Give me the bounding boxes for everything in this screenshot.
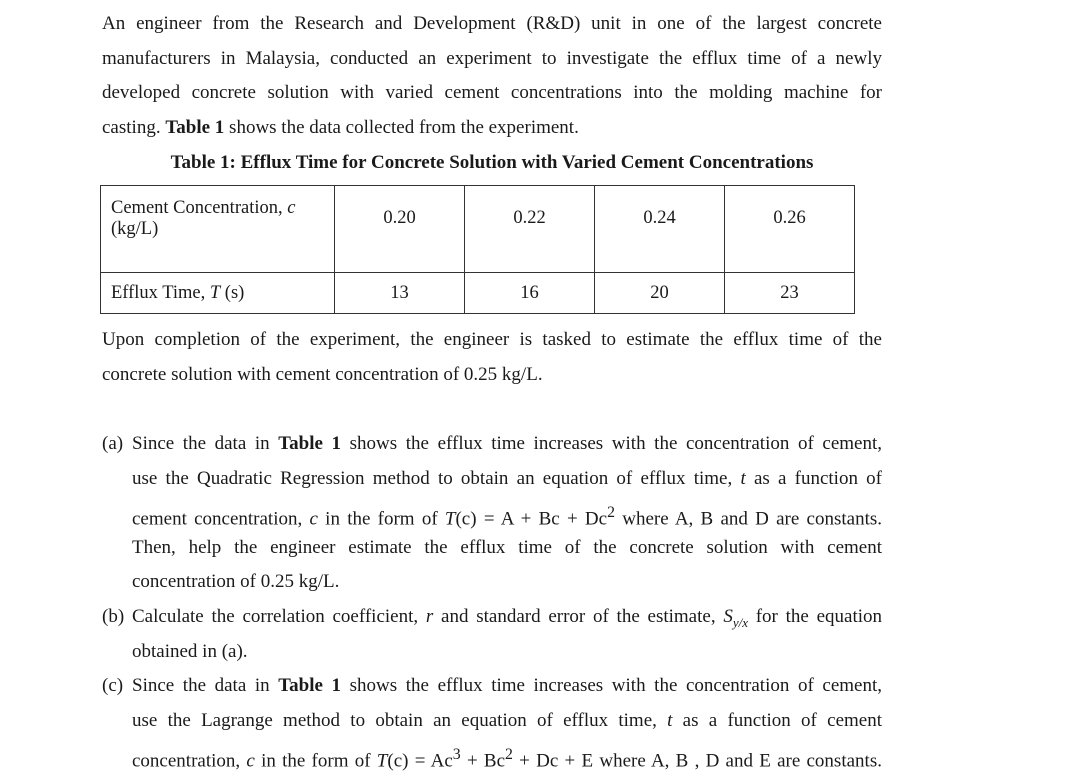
intro-text: casting.: [102, 116, 166, 138]
question-text: in the form of: [254, 750, 377, 772]
question-a: [102, 427, 882, 600]
question-line: [132, 496, 882, 531]
question-text: + Dc + E where A, B , D and E are constants.: [512, 750, 882, 772]
question-text: for the equation: [747, 606, 883, 627]
function-symbol: T: [376, 750, 388, 772]
variable: c: [309, 508, 318, 530]
question-line: [132, 669, 882, 704]
intro-line: An engineer from the Research and Development (R&D) unit in one of the largest concrete: [102, 13, 882, 34]
question-text: Since the data in: [132, 433, 279, 454]
variable: r: [425, 606, 434, 627]
question-line: obtained in (a).: [132, 640, 248, 662]
question-line: [132, 704, 882, 739]
question-line: [132, 462, 882, 497]
intro-line: manufacturers in Malaysia, conducted an experiment to investigate the efflux time of a newly: [102, 47, 882, 69]
intro-text: shows the data collected from the experiment.: [224, 116, 579, 138]
efflux-time-cell: 23: [725, 273, 855, 314]
variable: t: [667, 709, 673, 731]
header-text: Cement Concentration,: [111, 198, 288, 218]
variable: c: [246, 750, 255, 772]
task-line: Upon completion of the experiment, the engineer is tasked to estimate the efflux time of the: [102, 329, 882, 350]
concentration-header: [101, 186, 335, 273]
question-text: cement concentration,: [132, 508, 310, 530]
question-b: [102, 600, 882, 669]
exponent: 2: [505, 746, 513, 764]
question-text: Calculate the correlation coefficient,: [132, 606, 426, 627]
question-label: (c): [102, 675, 124, 696]
question-text: concentration,: [132, 750, 247, 772]
question-text: in the form of: [317, 508, 445, 530]
equation: (c) = Ac: [387, 750, 453, 772]
function-symbol: T: [444, 508, 456, 530]
table-caption: Table 1: Efflux Time for Concrete Solution with Varied Cement Concentrations: [170, 152, 814, 173]
concentration-cell: 0.22: [465, 186, 595, 273]
question-line: [132, 427, 882, 462]
intro-paragraph: [102, 7, 882, 145]
subscript: y/x: [732, 614, 748, 630]
efflux-time-header: [101, 273, 335, 314]
question-line: concentration of 0.25 kg/L.: [132, 571, 340, 593]
variable: c: [287, 198, 296, 218]
equation: + Bc: [460, 750, 506, 772]
efflux-time-cell: 13: [335, 273, 465, 314]
intro-line: [102, 111, 882, 146]
question-text: as a function of: [745, 467, 882, 489]
efflux-time-cell: 16: [465, 273, 595, 314]
question-text: use the Lagrange method to obtain an equation of efflux time,: [132, 709, 668, 731]
question-label: (a): [102, 433, 124, 454]
question-line: Then, help the engineer estimate the efflux time of the concrete solution with cement: [132, 536, 882, 558]
concentration-cell: 0.20: [335, 186, 465, 273]
question-line: [132, 600, 882, 635]
task-line: concrete solution with cement concentration of 0.25 kg/L.: [102, 363, 543, 385]
header-text: Efflux Time,: [111, 282, 210, 303]
concentration-cell: 0.24: [595, 186, 725, 273]
question-text: Since the data in: [132, 675, 279, 696]
question-text: shows the efflux time increases with the concentration of cement,: [341, 675, 882, 696]
table-reference: Table 1: [165, 116, 225, 138]
question-label: (b): [102, 606, 125, 627]
question-text: where A, B and D are constants.: [614, 508, 882, 530]
table-reference: Table 1: [278, 675, 342, 696]
task-paragraph: [102, 323, 882, 392]
equation: (c) = A + Bc + Dc: [455, 508, 608, 530]
data-table: [100, 185, 855, 314]
exponent: 2: [607, 504, 615, 522]
header-unit: (kg/L): [111, 219, 159, 239]
table-row: [101, 273, 855, 314]
concentration-cell: 0.26: [725, 186, 855, 273]
variable: T: [209, 282, 221, 303]
standard-error-symbol: S: [723, 606, 733, 627]
question-line: [132, 738, 882, 773]
table-row: [101, 186, 855, 273]
efflux-time-cell: 20: [595, 273, 725, 314]
question-text: use the Quadratic Regression method to obtain an equation of efflux time,: [132, 467, 741, 489]
question-c: [102, 669, 882, 773]
header-unit: (s): [220, 282, 245, 303]
variable: t: [740, 467, 746, 489]
table-reference: Table 1: [278, 433, 342, 454]
question-text: shows the efflux time increases with the concentration of cement,: [341, 433, 882, 454]
exponent: 3: [452, 746, 461, 764]
question-text: as a function of cement: [672, 709, 882, 731]
question-text: and standard error of the estimate,: [433, 606, 724, 627]
intro-line: developed concrete solution with varied cement concentrations into the molding machine for: [102, 82, 882, 104]
